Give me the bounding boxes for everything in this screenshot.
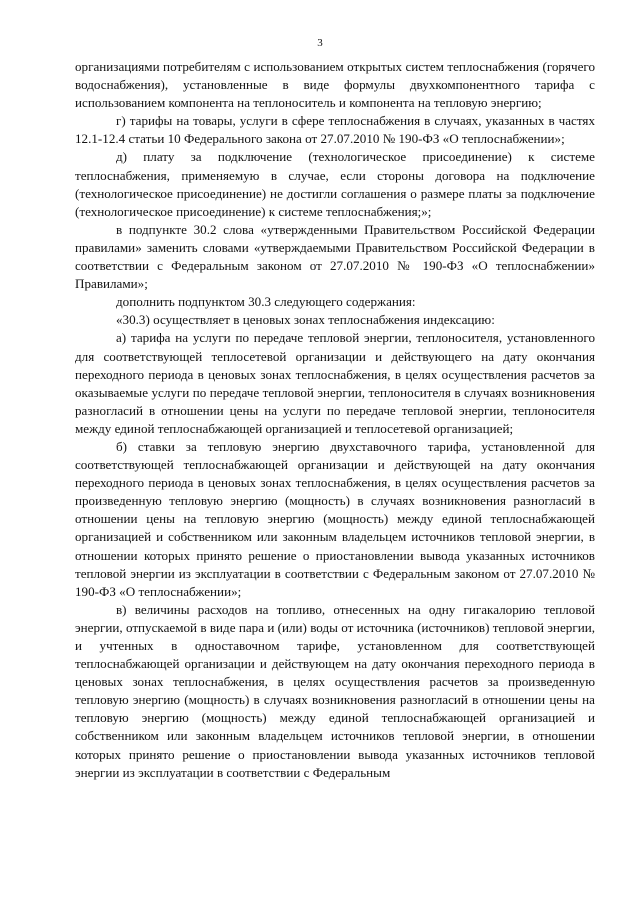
document-body xyxy=(75,58,595,782)
paragraph-continuation: организациями потребителям с использованием открытых систем теплоснабжения (горячего водоснабжения), установленные в виде формулы двухкомпонентного тарифа с использованием компонента на теплоноситель и компонента на тепловую энергию; xyxy=(75,59,595,111)
page-number: 3 xyxy=(317,37,323,49)
paragraph-item-v: в) величины расходов на топливо, отнесенных на одну гигакалорию тепловой энергии, отпускаемой в виде пара и (или) воды от источника (источников) тепловой энергии, и учтенных в одноставочном тарифе, установленном для соответствующей теплоснабжающей организации и действующем на дату окончания переходного периода в ценовых зонах теплоснабжения, в целях осуществления расчетов за произведенную тепловую энергию (мощность) в случаях возникновения разногласий в отношении цены на тепловую энергию (мощность) между единой теплоснабжающей организацией и собственником или законным владельцем источников тепловой энергии, в отношении которых принято решение о приостановлении вывода указанных источников тепловой энергии из эксплуатации в соответствии с Федеральным xyxy=(75,601,595,780)
paragraph-item-b: б) ставки за тепловую энергию двухставочного тарифа, установленной для соответствующей теплоснабжающей организации и действующей на дату окончания переходного периода в ценовых зонах теплоснабжения, в целях осуществления расчетов за произведенную тепловую энергию (мощность) в случаях возникновения разногласий в отношении цены на тепловую энергию (мощность) между единой теплоснабжающей организацией и собственником или законным владельцем источников тепловой энергии, в отношении которых принято решение о приостановлении вывода указанных источников тепловой энергии из эксплуатации в соответствии с Федеральным законом от 27.07.2010 № 190-ФЗ «О теплоснабжении»; xyxy=(75,438,595,599)
paragraph-30-3-intro: «30.3) осуществляет в ценовых зонах теплоснабжения индексацию: xyxy=(116,312,495,328)
paragraph-item-g: г) тарифы на товары, услуги в сфере теплоснабжения в случаях, указанных в частях 12.1-12.4 статьи 10 Федерального закона от 27.07.2010 № 190-ФЗ «О теплоснабжении»; xyxy=(75,113,595,147)
paragraph-item-a: а) тарифа на услуги по передаче тепловой энергии, теплоносителя, установленного для соответствующей теплосетевой организации и действующего на дату окончания переходного периода в ценовых зонах теплоснабжения, в целях осуществления расчетов за оказываемые услуги по передаче тепловой энергии, теплоносителя в случаях возникновения разногласий в отношении цены на услуги по передаче тепловой энергии, теплоносителя между единой теплоснабжающей организацией и теплосетевой организацией; xyxy=(75,330,595,436)
paragraph-add-30-3: дополнить подпунктом 30.3 следующего содержания: xyxy=(116,294,416,310)
paragraph-item-d: д) плату за подключение (технологическое присоединение) к системе теплоснабжения, применяемую в случае, если стороны договора на подключение (технологическое присоединение) не достигли соглашения о размере платы за подключение (технологическое присоединение) к системе теплоснабжения;»; xyxy=(75,149,595,219)
paragraph-subclause-30-2: в подпункте 30.2 слова «утвержденными Правительством Российской Федерации правилами» заменить словами «утверждаемыми Правительством Российской Федерации в соответствии с Федеральным законом от 27.07.2010 № 190-ФЗ «О теплоснабжении» Правилами»; xyxy=(75,221,595,292)
